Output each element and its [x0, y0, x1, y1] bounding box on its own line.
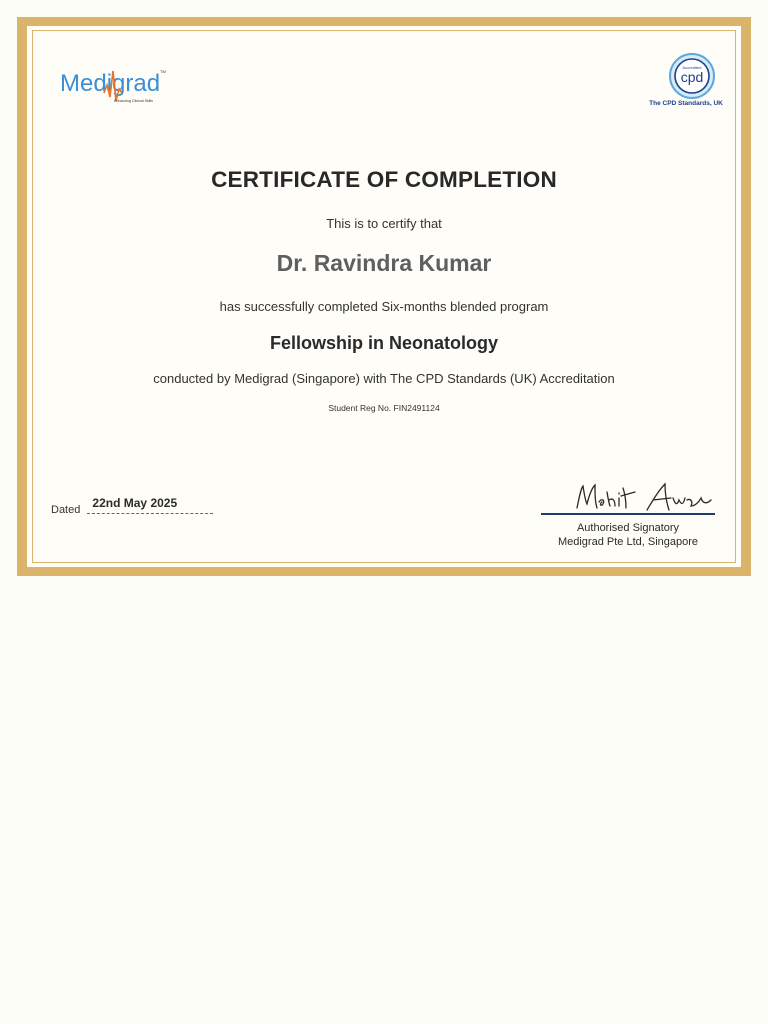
cpd-caption: The CPD Standards, UK: [649, 100, 723, 107]
student-reg-number: Student Reg No. FIN2491124: [328, 403, 440, 413]
program-name: Fellowship in Neonatology: [269, 333, 498, 353]
certificate-frame: [17, 17, 751, 576]
completed-line: has successfully completed Six-months blended program: [219, 299, 549, 314]
recipient-name: Dr. Ravindra Kumar: [276, 250, 492, 276]
dated-value-wrap: [87, 496, 213, 516]
signatory-block: [533, 521, 723, 549]
certificate-title: CERTIFICATE OF COMPLETION: [211, 167, 557, 192]
svg-text:TM: TM: [160, 69, 166, 74]
medigrad-logo-text: Medigrad: [60, 70, 161, 97]
cpd-badge-top: Accredited: [682, 65, 702, 70]
signatory-org: Medigrad Pte Ltd, Singapore: [557, 536, 699, 548]
dated-value: 22nd May 2025: [92, 496, 178, 510]
signature-image: [569, 480, 717, 514]
dated-label: Dated: [51, 504, 81, 516]
medigrad-tagline: Enhancing Clinical Skills: [114, 99, 153, 103]
dated-underline: [87, 513, 213, 514]
conducted-line: conducted by Medigrad (Singapore) with The CPD Standards (UK) Accreditation: [153, 371, 615, 386]
certificate-body: [27, 26, 741, 567]
signature-line: [541, 513, 715, 515]
medigrad-logo: [60, 61, 170, 105]
certify-line: This is to certify that: [326, 216, 442, 231]
cpd-badge-text: cpd: [680, 69, 704, 85]
signatory-title: Authorised Signatory: [576, 522, 680, 534]
dated-field: [51, 496, 213, 516]
